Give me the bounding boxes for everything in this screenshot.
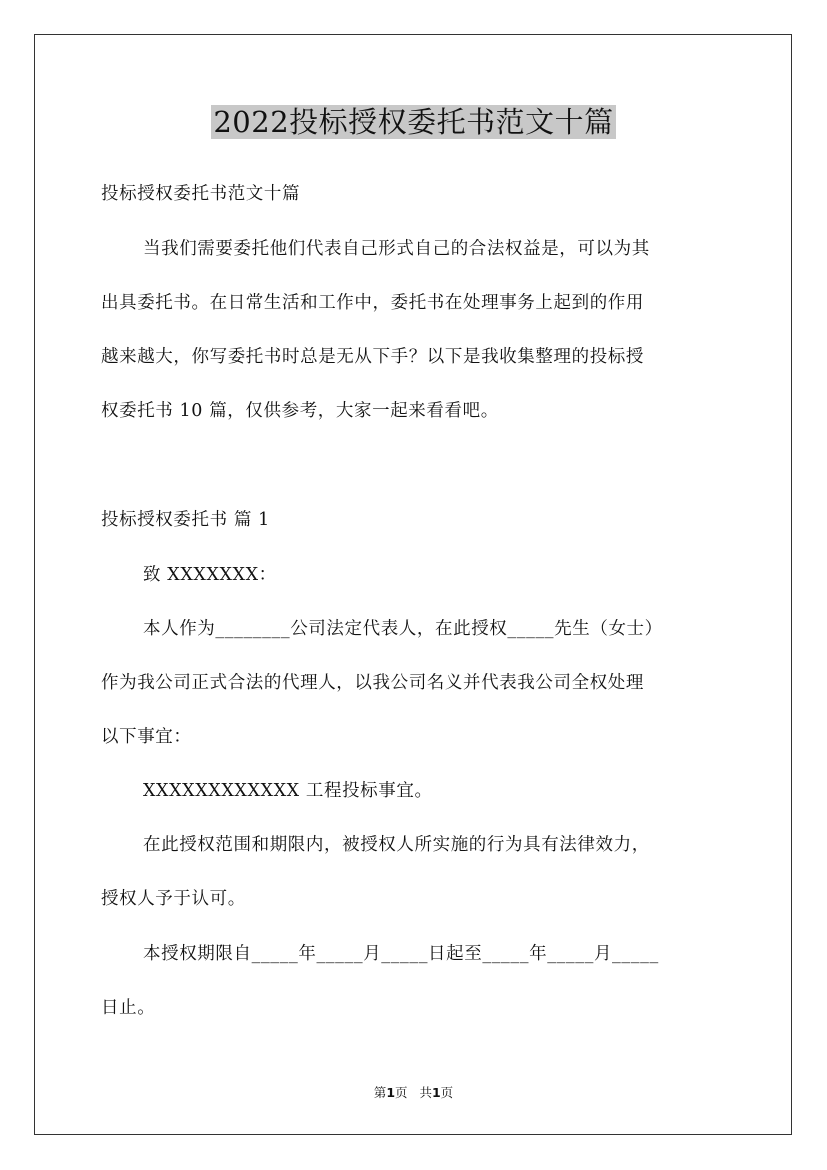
footer-total-suffix: 页 xyxy=(440,1085,454,1100)
intro-line: 越来越大，你写委托书时总是无从下手？以下是我收集整理的投标授 xyxy=(101,347,644,367)
body-line: 本授权期限自_____年_____月_____日起至_____年_____月_____ xyxy=(143,944,659,964)
body-line: 作为我公司正式合法的代理人，以我公司名义并代表我公司全权处理 xyxy=(101,673,644,693)
body-line: 以下事宜： xyxy=(101,727,192,747)
document-title: 2022投标授权委托书范文十篇 xyxy=(213,105,614,139)
section-heading: 投标授权委托书 篇 1 xyxy=(101,510,270,530)
footer-page-number: 1 xyxy=(386,1085,396,1100)
page-footer xyxy=(0,1084,827,1102)
footer-total-number: 1 xyxy=(431,1085,441,1100)
intro-line: 当我们需要委托他们代表自己形式自己的合法权益是，可以为其 xyxy=(143,239,650,259)
subtitle: 投标授权委托书范文十篇 xyxy=(101,184,301,204)
body-line: XXXXXXXXXXXX 工程投标事宜。 xyxy=(143,781,433,801)
body-line: 在此授权范围和期限内，被授权人所实施的行为具有法律效力， xyxy=(143,835,650,855)
footer-page-suffix: 页 xyxy=(395,1085,408,1100)
body-line: 本人作为________公司法定代表人，在此授权_____先生（女士） xyxy=(143,619,663,639)
body-line: 授权人予于认可。 xyxy=(101,889,246,909)
footer-page-prefix: 第 xyxy=(373,1085,387,1100)
intro-line: 权委托书 10 篇，仅供参考，大家一起来看看吧。 xyxy=(101,401,499,421)
footer-total-prefix: 共 xyxy=(419,1085,432,1100)
body-line: 日止。 xyxy=(101,998,156,1018)
intro-line: 出具委托书。在日常生活和工作中，委托书在处理事务上起到的作用 xyxy=(101,293,644,313)
addressee-line: 致 XXXXXXX： xyxy=(143,565,277,585)
